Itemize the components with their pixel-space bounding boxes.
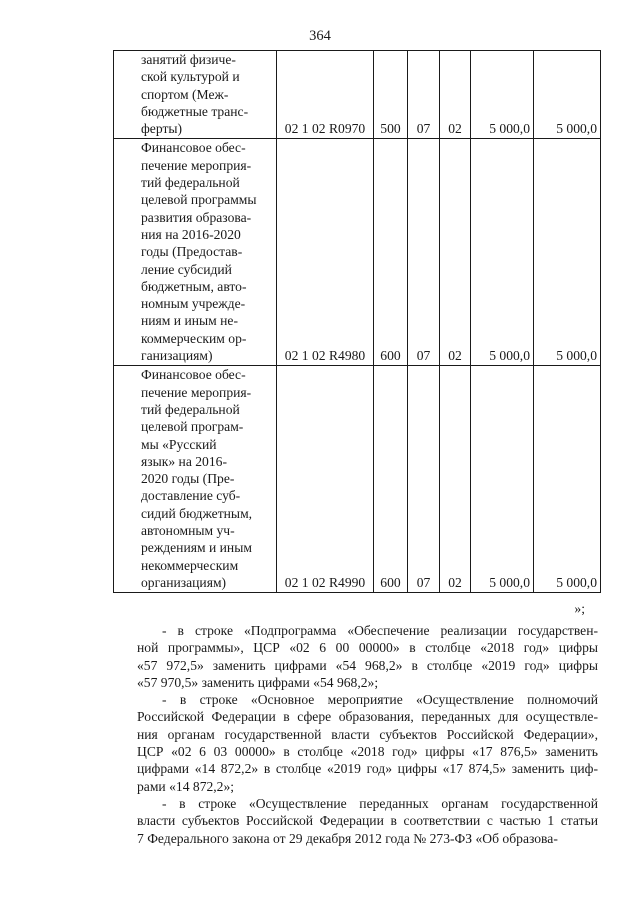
row-name-line: коммерческим ор- xyxy=(141,330,247,346)
row-name xyxy=(114,139,277,366)
row-vr: 600 xyxy=(374,139,408,366)
row-name-line: язык» на 2016- xyxy=(141,453,227,469)
row-name-line: реждениям и иным xyxy=(141,540,252,556)
amendment-paragraph xyxy=(137,622,598,691)
table-row xyxy=(114,51,601,139)
row-name-line: Финансовое обес- xyxy=(141,367,246,383)
paragraph-line: ной программы», ЦСР «02 6 00 00000» в столбце «2018 год» цифры xyxy=(137,640,598,656)
row-name xyxy=(114,366,277,593)
row-amount-2019: 5 000,0 xyxy=(534,139,601,366)
row-name-line: печение мероприя- xyxy=(141,157,252,173)
row-code: 02 1 02 R4980 xyxy=(277,139,374,366)
row-name-line: тий федеральной xyxy=(141,175,240,191)
row-amount-2018: 5 000,0 xyxy=(471,139,534,366)
row-name-line: целевой программы xyxy=(141,192,257,208)
row-name-line: ферты) xyxy=(141,121,183,137)
row-name-line: сидий бюджетным, xyxy=(141,505,253,521)
paragraph-line: «57 972,5» заменить цифрами «54 968,2» в столбце «2019 год» цифры xyxy=(137,657,598,673)
row-rz: 07 xyxy=(408,51,440,139)
row-code: 02 1 02 R0970 xyxy=(277,51,374,139)
page-number: 364 xyxy=(309,28,331,44)
row-name-line: бюджетные транс- xyxy=(141,103,249,119)
paragraph-line: - в строке «Подпрограмма «Обеспечение реализации государствен- xyxy=(162,623,598,638)
row-name-line: некоммерческим xyxy=(141,557,239,573)
paragraph-line: ЦСР «02 6 03 00000» в столбце «2018 год» цифры «17 876,5» заменить xyxy=(137,744,598,760)
row-name-line: Финансовое обес- xyxy=(141,140,246,156)
paragraph-line: «57 970,5» заменить цифрами «54 968,2»; xyxy=(137,674,379,690)
paragraph-line: 7 Федерального закона от 29 декабря 2012 года № 273-ФЗ «Об образова- xyxy=(137,830,558,846)
table-row xyxy=(114,366,601,593)
row-name-line: целевой програм- xyxy=(141,419,244,435)
row-name-line: автономным уч- xyxy=(141,523,235,539)
row-amount-2019: 5 000,0 xyxy=(534,51,601,139)
row-rz: 07 xyxy=(408,366,440,593)
row-name-line: спортом (Меж- xyxy=(141,86,229,102)
row-name-line: ление субсидий xyxy=(141,261,232,277)
row-name-line: ской культурой и xyxy=(141,69,240,85)
row-code: 02 1 02 R4990 xyxy=(277,366,374,593)
row-name-line: бюджетным, авто- xyxy=(141,278,247,294)
row-name-line: организациям) xyxy=(141,574,227,590)
row-name-line: занятий физиче- xyxy=(141,52,236,67)
row-name-line: ганизациям) xyxy=(141,348,213,364)
row-pr: 02 xyxy=(440,366,471,593)
closing-quote: »; xyxy=(574,601,585,616)
paragraph-line: цифрами «14 872,2» в столбце «2019 год» цифры «17 874,5» заменить циф- xyxy=(137,761,598,777)
paragraph-line: - в строке «Осуществление переданных органам государственной xyxy=(162,795,598,811)
paragraph-line: ния органам государственной власти субъектов Российской Федерации», xyxy=(137,726,598,742)
row-vr: 600 xyxy=(374,366,408,593)
amendment-paragraph xyxy=(137,795,598,847)
row-pr: 02 xyxy=(440,139,471,366)
row-name-line: печение мероприя- xyxy=(141,384,252,400)
paragraph-line: рами «14 872,2»; xyxy=(137,778,235,794)
paragraph-line: власти субъектов Российской Федерации в соответствии с частью 1 статьи xyxy=(137,813,598,829)
row-name-line: годы (Предостав- xyxy=(141,244,243,260)
row-vr: 500 xyxy=(374,51,408,139)
row-name-line: доставление суб- xyxy=(141,488,241,504)
row-name-line: тий федеральной xyxy=(141,401,240,417)
row-amount-2019: 5 000,0 xyxy=(534,366,601,593)
row-name-line: мы «Русский xyxy=(141,436,217,452)
amendment-paragraphs xyxy=(137,622,598,847)
row-name-line: развития образова- xyxy=(141,209,252,225)
row-name-line: номным учрежде- xyxy=(141,296,246,312)
table-row xyxy=(114,139,601,366)
row-name xyxy=(114,51,277,139)
paragraph-line: - в строке «Основное мероприятие «Осуществление полномочий xyxy=(162,692,598,708)
budget-table xyxy=(113,50,601,593)
paragraph-line: Российской Федерации в сфере образования, переданных для осуществле- xyxy=(137,709,598,725)
row-name-line: 2020 годы (Пре- xyxy=(141,471,235,487)
row-rz: 07 xyxy=(408,139,440,366)
row-name-line: ниям и иным не- xyxy=(141,313,238,329)
row-amount-2018: 5 000,0 xyxy=(471,366,534,593)
row-pr: 02 xyxy=(440,51,471,139)
row-name-line: ния на 2016-2020 xyxy=(141,226,241,242)
amendment-paragraph xyxy=(137,691,598,795)
row-amount-2018: 5 000,0 xyxy=(471,51,534,139)
